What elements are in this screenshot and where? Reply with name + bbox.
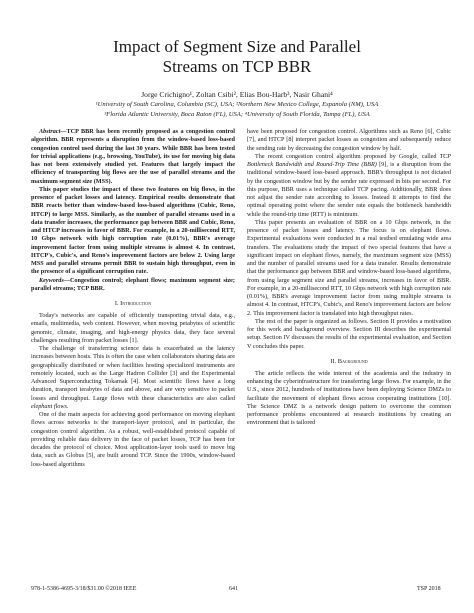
- right-paragraph-2-text-a: The recent congestion control algorithm proposed by Google, called: [255, 152, 440, 160]
- affiliation-line-2: ³Florida Atlantic University, Boca Raton (FL), USA; ⁴University of South Florida, Tampa (FL), USA: [104, 111, 370, 118]
- bbr-name-term: TCP Bottleneck Bandwidth and Round-Trip Time (BBR): [247, 152, 451, 168]
- right-paragraph-2-text-b: [9], is a disruption from the traditional window-based loss-based approach. BBR's throughput is not dictated by the congestion window but by the sender rate expressed in bits per second. For this purpose, BBR uses a technique called TCP pacing. Additionally, BBR does not adjust the sender rate according to losses. Instead it attempts to find the optimal operating point where the sender rate equals the bottleneck bandwidth while the round-trip time (RTT) is minimum.: [247, 161, 451, 218]
- right-column: [247, 128, 451, 428]
- right-paragraph-1: have been proposed for congestion control. Algorithms such as Reno [6], Cubic [7], and HTCP [8] interpret packet losses as congestion and subsequently reduce the sending rate by decreasing the congestion window by half.: [247, 128, 451, 152]
- footer-isbn: 978-1-5386-4695-3/18/$31.00 ©2018 IEEE: [31, 586, 137, 592]
- abstract-paragraph: [31, 128, 235, 186]
- paper-title-line-1: Impact of Segment Size and Parallel: [113, 37, 361, 56]
- background-paragraph-1: The article reflects the wide interest of the academia and the industry in enhancing the cyberinfrastructure for transferring large flows. For example, in the U.S., since 2012, hundreds of institutions have been deploying Science DMZs to facilitate the movement of elephant flows across cooperating institutions [10]. The Science DMZ is a network design pattern to overcome the common performance problems encountered at research institutions by creating an environment that is tailored: [247, 369, 451, 427]
- keywords-paragraph: [31, 277, 235, 294]
- right-paragraph-4: The rest of the paper is organized as follows. Section II provides a motivation for this work and background overview. Section III describes the experimental setup. Section IV discusses the results of the experimental evaluation, and Section V concludes this paper.: [247, 317, 451, 350]
- keywords-label: Keywords: [39, 276, 64, 284]
- intro-paragraph-2: [31, 345, 235, 411]
- left-column: [31, 128, 235, 469]
- footer-conference: TSP 2018: [417, 586, 441, 592]
- right-paragraph-2: [247, 153, 451, 219]
- intro-paragraph-3: One of the main aspects for achieving good performance on moving elephant flows across networks is the transport-layer protocol, and in particular, the congestion control algorithm. As a robust, well-established protocol capable of providing reliable data delivery in the face of packet losses, TCP has been for decades the protocol of choice. Most application-layer tools used to move big data, such as Globus [5], are built around TCP. Since the 1990s, window-based loss-based algorithms: [31, 411, 235, 468]
- section-heading-introduction: I. Introduction: [114, 300, 152, 307]
- elephant-flows-term: elephant flows.: [31, 402, 69, 410]
- footer-page-number: 641: [229, 586, 238, 592]
- abstract-paragraph-2: This paper studies the impact of these two features on big flows, in the presence of packet losses and latency. Empirical results demonstrate that BBR reacts better than window-based loss-based algorithms (Cubic, Reno, HTCP) to large MSS. Similarly, as the number of parallel streams used in a data transfer increases, the performance gap between BBR and Cubic, Reno, and HTCP increases in favor of BBR. For example, in a 20-millisecond RTT, 10 Gbps network with high corruption rate (0.01%), BBR's average improvement factor from using multiple streams is almost 4. In contrast, HTCP's, Cubic's, and Reno's improvement factors are below 2. Using large MSS and parallel streams permit BBR to sustain high throughput, even in the presence of a significant corruption rate.: [31, 185, 235, 276]
- abstract-text: —TCP BBR has been recently proposed as a congestion control algorithm. BBR represents a disruption from the window-based loss-based congestion control used during the last 30 years. While BBR has been tested for trivial applications (e.g., browsing, YouTube), its use for moving big data has not been extensively studied yet. Features that largely impact the efficiency of transporting big flows are the use of parallel streams and the maximum segment size (MSS).: [31, 128, 235, 185]
- keywords-text: —Congestion control; elephant flows; maximum segment size; parallel streams; TCP BBR.: [31, 276, 235, 292]
- right-paragraph-3: This paper presents an evaluation of BBR on a 10 Gbps network, in the presence of packet losses and latency. The focus is on elephant flows. Experimental evaluations were conducted in a real testbed emulating wide area transfers. The evaluations study the impact of two special features that have a significant impact on elephant flows, namely, the maximum segment size (MSS) and the number of parallel streams used for a data transfer. Results demonstrate that the performance gap between BBR and window-based loss-based algorithms, from using large segment size and parallel streams, increases in favor of BBR. For example, in a 20-millisecond RTT, 10 Gbps network with high corruption rate (0.01%), BBR's average improvement factor from using multiple streams is almost 4. In contrast, HTCP's, Cubic's, and Reno's improvement factors are below 2. This improvement factor is translated into high throughput rates.: [247, 218, 451, 317]
- affiliation-line-1: ¹University of South Carolina, Columbia (SC), USA; ²Northern New Mexico College, Espanola (NM), USA: [95, 101, 379, 108]
- paper-title-line-2: Streams on TCP BBR: [162, 57, 312, 76]
- intro-paragraph-1: Today's networks are capable of efficiently transporting trivial data, e.g., emails, multimedia, web content. However, when moving petabytes of scientific genomic, climate, imaging, and high-energy physics data, they face several challenges resulting from packet losses [1].: [31, 312, 235, 344]
- section-heading-background: II. Background: [330, 357, 368, 365]
- intro-paragraph-2-text: The challenge of transferring science data is exacerbated as the latency increases between hosts. This is often the case when collaborators sharing data are geographically distributed or when facilities hosting specialized instruments are remotely located, such as the Large Hadron Collider [3] and the Experimental Advanced Superconducting Tokamak [4]. Most scientific flows have a long duration, transport terabytes of data and above, and are very sensitive to packet losses and throughput. Large flows with these characteristics are also called: [31, 345, 235, 402]
- abstract-label: Abstract: [39, 128, 61, 135]
- author-list: Jorge Crichigno¹, Zoltan Csibi², Elias Bou-Harb³, Nasir Ghani⁴: [141, 90, 333, 99]
